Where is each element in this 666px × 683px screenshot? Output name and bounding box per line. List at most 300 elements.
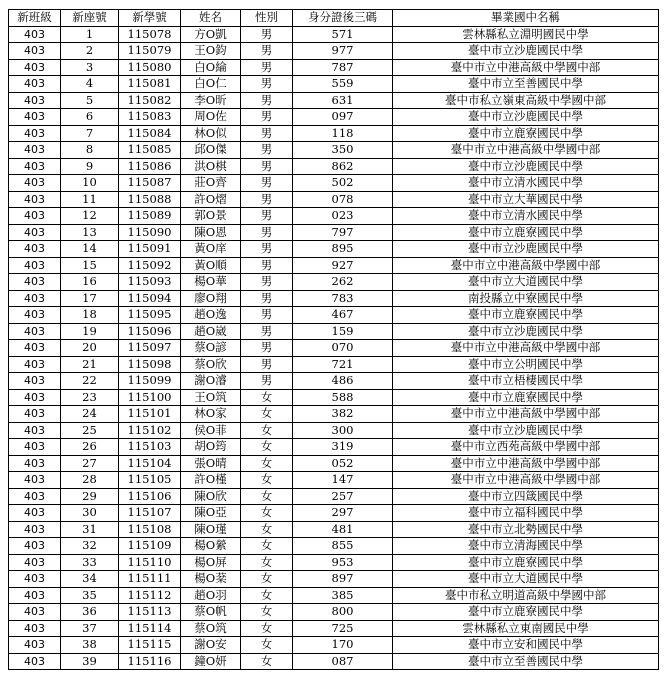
- table-row: [9, 257, 659, 274]
- cell-name: 趙O羽: [181, 587, 241, 604]
- student-roster-table: [8, 9, 659, 670]
- cell-new-class: 403: [9, 59, 61, 76]
- table-row: [9, 224, 659, 241]
- cell-new-student-id: 115103: [119, 439, 181, 456]
- cell-name: 陳O瑾: [181, 521, 241, 538]
- cell-new-seat: 17: [61, 290, 119, 307]
- cell-new-seat: 13: [61, 224, 119, 241]
- cell-name: 林O家: [181, 406, 241, 423]
- table-row: [9, 307, 659, 324]
- cell-new-student-id: 115098: [119, 356, 181, 373]
- cell-new-student-id: 115096: [119, 323, 181, 340]
- cell-junior-high-school: 臺中市立中港高級中學國中部: [393, 455, 659, 472]
- cell-new-student-id: 115107: [119, 505, 181, 522]
- table-row: [9, 274, 659, 291]
- cell-name: 蔡O諺: [181, 340, 241, 357]
- cell-id-last-three: 385: [293, 587, 393, 604]
- cell-new-student-id: 115116: [119, 653, 181, 670]
- cell-junior-high-school: 臺中市立鹿寮國民中學: [393, 389, 659, 406]
- cell-name: 廖O翔: [181, 290, 241, 307]
- cell-gender: 男: [241, 323, 293, 340]
- cell-name: 蔡O帆: [181, 604, 241, 621]
- student-roster-sheet: [8, 9, 658, 670]
- cell-id-last-three: 588: [293, 389, 393, 406]
- cell-gender: 男: [241, 92, 293, 109]
- table-row: [9, 290, 659, 307]
- table-row: [9, 340, 659, 357]
- table-row: [9, 571, 659, 588]
- cell-gender: 女: [241, 389, 293, 406]
- table-row: [9, 373, 659, 390]
- cell-new-student-id: 115110: [119, 554, 181, 571]
- cell-name: 白O仁: [181, 76, 241, 93]
- cell-gender: 女: [241, 587, 293, 604]
- cell-new-student-id: 115106: [119, 488, 181, 505]
- cell-id-last-three: 721: [293, 356, 393, 373]
- cell-junior-high-school: 臺中市立沙鹿國民中學: [393, 158, 659, 175]
- cell-name: 謝O濬: [181, 373, 241, 390]
- table-row: [9, 604, 659, 621]
- header-gender: 性別: [241, 10, 293, 27]
- cell-id-last-three: 571: [293, 26, 393, 43]
- cell-junior-high-school: 臺中市立鹿寮國民中學: [393, 224, 659, 241]
- cell-name: 楊O縈: [181, 538, 241, 555]
- cell-id-last-three: 319: [293, 439, 393, 456]
- cell-gender: 男: [241, 373, 293, 390]
- cell-new-student-id: 115099: [119, 373, 181, 390]
- cell-id-last-three: 078: [293, 191, 393, 208]
- table-row: [9, 472, 659, 489]
- cell-id-last-three: 797: [293, 224, 393, 241]
- cell-new-student-id: 115088: [119, 191, 181, 208]
- cell-new-class: 403: [9, 142, 61, 159]
- cell-name: 王O筑: [181, 389, 241, 406]
- cell-gender: 男: [241, 142, 293, 159]
- table-row: [9, 125, 659, 142]
- cell-new-class: 403: [9, 76, 61, 93]
- cell-new-seat: 37: [61, 620, 119, 637]
- cell-new-seat: 12: [61, 208, 119, 225]
- table-row: [9, 521, 659, 538]
- header-new-class: 新班級: [9, 10, 61, 27]
- cell-new-class: 403: [9, 620, 61, 637]
- cell-junior-high-school: 臺中市立北勢國民中學: [393, 521, 659, 538]
- cell-name: 蔡O欣: [181, 356, 241, 373]
- cell-new-seat: 39: [61, 653, 119, 670]
- cell-new-class: 403: [9, 389, 61, 406]
- cell-name: 王O鈞: [181, 43, 241, 60]
- cell-name: 陳O欣: [181, 488, 241, 505]
- cell-id-last-three: 052: [293, 455, 393, 472]
- cell-junior-high-school: 臺中市立大華國民中學: [393, 191, 659, 208]
- cell-new-student-id: 115093: [119, 274, 181, 291]
- cell-new-student-id: 115082: [119, 92, 181, 109]
- cell-gender: 男: [241, 340, 293, 357]
- cell-name: 洪O棋: [181, 158, 241, 175]
- cell-id-last-three: 147: [293, 472, 393, 489]
- cell-id-last-three: 502: [293, 175, 393, 192]
- cell-junior-high-school: 臺中市立沙鹿國民中學: [393, 109, 659, 126]
- cell-new-student-id: 115080: [119, 59, 181, 76]
- table-row: [9, 455, 659, 472]
- cell-new-class: 403: [9, 439, 61, 456]
- cell-new-class: 403: [9, 340, 61, 357]
- cell-name: 楊O棻: [181, 571, 241, 588]
- cell-new-class: 403: [9, 125, 61, 142]
- cell-new-student-id: 115104: [119, 455, 181, 472]
- cell-new-class: 403: [9, 373, 61, 390]
- cell-new-class: 403: [9, 653, 61, 670]
- cell-junior-high-school: 臺中市立鹿寮國民中學: [393, 604, 659, 621]
- cell-new-student-id: 115089: [119, 208, 181, 225]
- cell-name: 郭O景: [181, 208, 241, 225]
- cell-new-seat: 11: [61, 191, 119, 208]
- cell-new-seat: 38: [61, 637, 119, 654]
- cell-new-student-id: 115094: [119, 290, 181, 307]
- header-new-seat: 新座號: [61, 10, 119, 27]
- table-row: [9, 538, 659, 555]
- cell-new-seat: 3: [61, 59, 119, 76]
- cell-new-student-id: 115086: [119, 158, 181, 175]
- cell-new-student-id: 115091: [119, 241, 181, 258]
- cell-gender: 男: [241, 59, 293, 76]
- table-row: [9, 620, 659, 637]
- cell-new-student-id: 115108: [119, 521, 181, 538]
- cell-new-class: 403: [9, 571, 61, 588]
- cell-new-class: 403: [9, 538, 61, 555]
- cell-id-last-three: 087: [293, 653, 393, 670]
- cell-gender: 女: [241, 455, 293, 472]
- cell-new-student-id: 115078: [119, 26, 181, 43]
- table-row: [9, 505, 659, 522]
- cell-gender: 男: [241, 76, 293, 93]
- cell-new-seat: 4: [61, 76, 119, 93]
- cell-new-class: 403: [9, 158, 61, 175]
- cell-new-class: 403: [9, 307, 61, 324]
- table-row: [9, 76, 659, 93]
- cell-junior-high-school: 臺中市立清海國民中學: [393, 538, 659, 555]
- table-row: [9, 158, 659, 175]
- cell-junior-high-school: 臺中市立鹿寮國民中學: [393, 554, 659, 571]
- cell-new-seat: 9: [61, 158, 119, 175]
- cell-junior-high-school: 雲林縣私立淵明國民中學: [393, 26, 659, 43]
- cell-gender: 男: [241, 191, 293, 208]
- table-row: [9, 59, 659, 76]
- cell-junior-high-school: 臺中市立安和國民中學: [393, 637, 659, 654]
- cell-id-last-three: 170: [293, 637, 393, 654]
- header-new-student-id: 新學號: [119, 10, 181, 27]
- cell-id-last-three: 725: [293, 620, 393, 637]
- cell-gender: 男: [241, 26, 293, 43]
- cell-new-student-id: 115087: [119, 175, 181, 192]
- cell-new-class: 403: [9, 257, 61, 274]
- cell-gender: 男: [241, 109, 293, 126]
- cell-junior-high-school: 臺中市立公明國民中學: [393, 356, 659, 373]
- cell-junior-high-school: 臺中市立四箴國民中學: [393, 488, 659, 505]
- cell-name: 周O佐: [181, 109, 241, 126]
- cell-gender: 男: [241, 356, 293, 373]
- cell-new-student-id: 115112: [119, 587, 181, 604]
- cell-gender: 男: [241, 208, 293, 225]
- cell-gender: 女: [241, 488, 293, 505]
- cell-new-student-id: 115081: [119, 76, 181, 93]
- cell-new-class: 403: [9, 488, 61, 505]
- table-row: [9, 637, 659, 654]
- cell-junior-high-school: 臺中市立大道國民中學: [393, 571, 659, 588]
- cell-name: 黃O庠: [181, 241, 241, 258]
- cell-new-class: 403: [9, 290, 61, 307]
- table-row: [9, 422, 659, 439]
- cell-gender: 男: [241, 175, 293, 192]
- cell-new-student-id: 115097: [119, 340, 181, 357]
- cell-new-class: 403: [9, 406, 61, 423]
- cell-gender: 女: [241, 406, 293, 423]
- cell-junior-high-school: 南投縣立中寮國民中學: [393, 290, 659, 307]
- cell-junior-high-school: 臺中市立至善國民中學: [393, 76, 659, 93]
- cell-new-seat: 34: [61, 571, 119, 588]
- cell-new-seat: 27: [61, 455, 119, 472]
- cell-new-class: 403: [9, 175, 61, 192]
- cell-name: 黃O順: [181, 257, 241, 274]
- cell-gender: 男: [241, 290, 293, 307]
- cell-name: 陳O亞: [181, 505, 241, 522]
- cell-new-student-id: 115092: [119, 257, 181, 274]
- cell-new-student-id: 115115: [119, 637, 181, 654]
- cell-new-class: 403: [9, 241, 61, 258]
- cell-new-seat: 33: [61, 554, 119, 571]
- cell-new-class: 403: [9, 521, 61, 538]
- cell-junior-high-school: 臺中市立梧棲國民中學: [393, 373, 659, 390]
- cell-new-class: 403: [9, 604, 61, 621]
- cell-gender: 女: [241, 538, 293, 555]
- cell-name: 張O晴: [181, 455, 241, 472]
- table-row: [9, 109, 659, 126]
- cell-gender: 男: [241, 43, 293, 60]
- cell-name: 莊O齊: [181, 175, 241, 192]
- cell-new-class: 403: [9, 356, 61, 373]
- cell-new-class: 403: [9, 323, 61, 340]
- cell-id-last-three: 862: [293, 158, 393, 175]
- cell-id-last-three: 783: [293, 290, 393, 307]
- cell-junior-high-school: 臺中市立沙鹿國民中學: [393, 241, 659, 258]
- cell-junior-high-school: 臺中市立中港高級中學國中部: [393, 142, 659, 159]
- cell-new-seat: 23: [61, 389, 119, 406]
- cell-id-last-three: 257: [293, 488, 393, 505]
- table-row: [9, 406, 659, 423]
- cell-id-last-three: 070: [293, 340, 393, 357]
- table-row: [9, 241, 659, 258]
- cell-gender: 女: [241, 604, 293, 621]
- cell-new-seat: 21: [61, 356, 119, 373]
- cell-junior-high-school: 臺中市立沙鹿國民中學: [393, 323, 659, 340]
- cell-new-seat: 1: [61, 26, 119, 43]
- cell-new-seat: 24: [61, 406, 119, 423]
- cell-id-last-three: 927: [293, 257, 393, 274]
- cell-new-class: 403: [9, 109, 61, 126]
- cell-gender: 女: [241, 422, 293, 439]
- cell-new-student-id: 115090: [119, 224, 181, 241]
- cell-new-student-id: 115105: [119, 472, 181, 489]
- cell-new-student-id: 115114: [119, 620, 181, 637]
- cell-new-seat: 16: [61, 274, 119, 291]
- header-name: 姓名: [181, 10, 241, 27]
- cell-id-last-three: 897: [293, 571, 393, 588]
- cell-new-seat: 6: [61, 109, 119, 126]
- cell-id-last-three: 382: [293, 406, 393, 423]
- cell-name: 白O綸: [181, 59, 241, 76]
- cell-new-class: 403: [9, 191, 61, 208]
- cell-name: 李O昕: [181, 92, 241, 109]
- cell-name: 趙O崴: [181, 323, 241, 340]
- cell-new-class: 403: [9, 587, 61, 604]
- table-body: [9, 26, 659, 670]
- table-row: [9, 389, 659, 406]
- cell-gender: 男: [241, 257, 293, 274]
- table-header-row: [9, 10, 659, 27]
- cell-id-last-three: 467: [293, 307, 393, 324]
- cell-new-class: 403: [9, 472, 61, 489]
- table-row: [9, 208, 659, 225]
- cell-junior-high-school: 臺中市立沙鹿國民中學: [393, 422, 659, 439]
- cell-gender: 女: [241, 472, 293, 489]
- cell-junior-high-school: 臺中市立至善國民中學: [393, 653, 659, 670]
- cell-new-student-id: 115111: [119, 571, 181, 588]
- cell-name: 方O凱: [181, 26, 241, 43]
- table-row: [9, 587, 659, 604]
- cell-new-student-id: 115113: [119, 604, 181, 621]
- cell-new-seat: 5: [61, 92, 119, 109]
- cell-new-class: 403: [9, 274, 61, 291]
- cell-new-seat: 35: [61, 587, 119, 604]
- cell-name: 胡O筠: [181, 439, 241, 456]
- cell-new-student-id: 115079: [119, 43, 181, 60]
- cell-new-seat: 8: [61, 142, 119, 159]
- cell-id-last-three: 800: [293, 604, 393, 621]
- table-row: [9, 191, 659, 208]
- header-junior-high-school: 畢業國中名稱: [393, 10, 659, 27]
- cell-junior-high-school: 臺中市立清水國民中學: [393, 208, 659, 225]
- cell-new-student-id: 115095: [119, 307, 181, 324]
- cell-new-seat: 7: [61, 125, 119, 142]
- cell-id-last-three: 895: [293, 241, 393, 258]
- cell-junior-high-school: 臺中市立中港高級中學國中部: [393, 59, 659, 76]
- cell-id-last-three: 118: [293, 125, 393, 142]
- cell-gender: 女: [241, 620, 293, 637]
- cell-new-seat: 20: [61, 340, 119, 357]
- cell-gender: 男: [241, 307, 293, 324]
- cell-new-class: 403: [9, 637, 61, 654]
- cell-junior-high-school: 臺中市立福科國民中學: [393, 505, 659, 522]
- cell-junior-high-school: 臺中市私立明道高級中學國中部: [393, 587, 659, 604]
- cell-id-last-three: 855: [293, 538, 393, 555]
- table-row: [9, 92, 659, 109]
- table-row: [9, 356, 659, 373]
- cell-id-last-three: 486: [293, 373, 393, 390]
- cell-id-last-three: 559: [293, 76, 393, 93]
- cell-new-class: 403: [9, 92, 61, 109]
- cell-new-seat: 29: [61, 488, 119, 505]
- cell-new-student-id: 115083: [119, 109, 181, 126]
- cell-gender: 女: [241, 571, 293, 588]
- cell-new-seat: 36: [61, 604, 119, 621]
- cell-junior-high-school: 臺中市立中港高級中學國中部: [393, 406, 659, 423]
- cell-new-class: 403: [9, 26, 61, 43]
- table-row: [9, 439, 659, 456]
- cell-junior-high-school: 臺中市立鹿寮國民中學: [393, 125, 659, 142]
- cell-name: 楊O華: [181, 274, 241, 291]
- cell-id-last-three: 631: [293, 92, 393, 109]
- cell-new-seat: 18: [61, 307, 119, 324]
- table-row: [9, 554, 659, 571]
- table-row: [9, 142, 659, 159]
- cell-junior-high-school: 臺中市立大道國民中學: [393, 274, 659, 291]
- cell-junior-high-school: 臺中市私立嶺東高級中學國中部: [393, 92, 659, 109]
- header-id-last-three: 身分證後三碼: [293, 10, 393, 27]
- cell-new-seat: 14: [61, 241, 119, 258]
- cell-id-last-three: 481: [293, 521, 393, 538]
- table-row: [9, 653, 659, 670]
- cell-id-last-three: 977: [293, 43, 393, 60]
- cell-name: 林O似: [181, 125, 241, 142]
- cell-junior-high-school: 臺中市立清水國民中學: [393, 175, 659, 192]
- cell-new-seat: 25: [61, 422, 119, 439]
- cell-id-last-three: 350: [293, 142, 393, 159]
- cell-gender: 女: [241, 637, 293, 654]
- cell-gender: 男: [241, 125, 293, 142]
- table-row: [9, 488, 659, 505]
- cell-new-seat: 31: [61, 521, 119, 538]
- cell-id-last-three: 262: [293, 274, 393, 291]
- cell-name: 侯O菲: [181, 422, 241, 439]
- cell-id-last-three: 787: [293, 59, 393, 76]
- cell-name: 邱O傑: [181, 142, 241, 159]
- cell-junior-high-school: 雲林縣私立東南國民中學: [393, 620, 659, 637]
- cell-new-seat: 30: [61, 505, 119, 522]
- cell-new-class: 403: [9, 505, 61, 522]
- cell-new-student-id: 115085: [119, 142, 181, 159]
- cell-gender: 女: [241, 505, 293, 522]
- table-row: [9, 323, 659, 340]
- cell-name: 陳O恩: [181, 224, 241, 241]
- cell-new-seat: 19: [61, 323, 119, 340]
- cell-gender: 男: [241, 224, 293, 241]
- cell-new-class: 403: [9, 208, 61, 225]
- cell-new-seat: 28: [61, 472, 119, 489]
- cell-new-seat: 2: [61, 43, 119, 60]
- cell-new-student-id: 115109: [119, 538, 181, 555]
- cell-id-last-three: 953: [293, 554, 393, 571]
- cell-name: 許O槿: [181, 472, 241, 489]
- cell-name: 趙O逸: [181, 307, 241, 324]
- cell-new-student-id: 115101: [119, 406, 181, 423]
- cell-new-class: 403: [9, 422, 61, 439]
- cell-gender: 女: [241, 439, 293, 456]
- cell-name: 楊O屏: [181, 554, 241, 571]
- cell-new-class: 403: [9, 554, 61, 571]
- cell-new-seat: 32: [61, 538, 119, 555]
- cell-name: 鐘O妍: [181, 653, 241, 670]
- cell-junior-high-school: 臺中市立西苑高級中學國中部: [393, 439, 659, 456]
- cell-id-last-three: 159: [293, 323, 393, 340]
- cell-junior-high-school: 臺中市立鹿寮國民中學: [393, 307, 659, 324]
- cell-new-seat: 15: [61, 257, 119, 274]
- cell-id-last-three: 297: [293, 505, 393, 522]
- cell-new-student-id: 115084: [119, 125, 181, 142]
- table-row: [9, 43, 659, 60]
- cell-junior-high-school: 臺中市立中港高級中學國中部: [393, 257, 659, 274]
- cell-junior-high-school: 臺中市立中港高級中學國中部: [393, 340, 659, 357]
- table-row: [9, 175, 659, 192]
